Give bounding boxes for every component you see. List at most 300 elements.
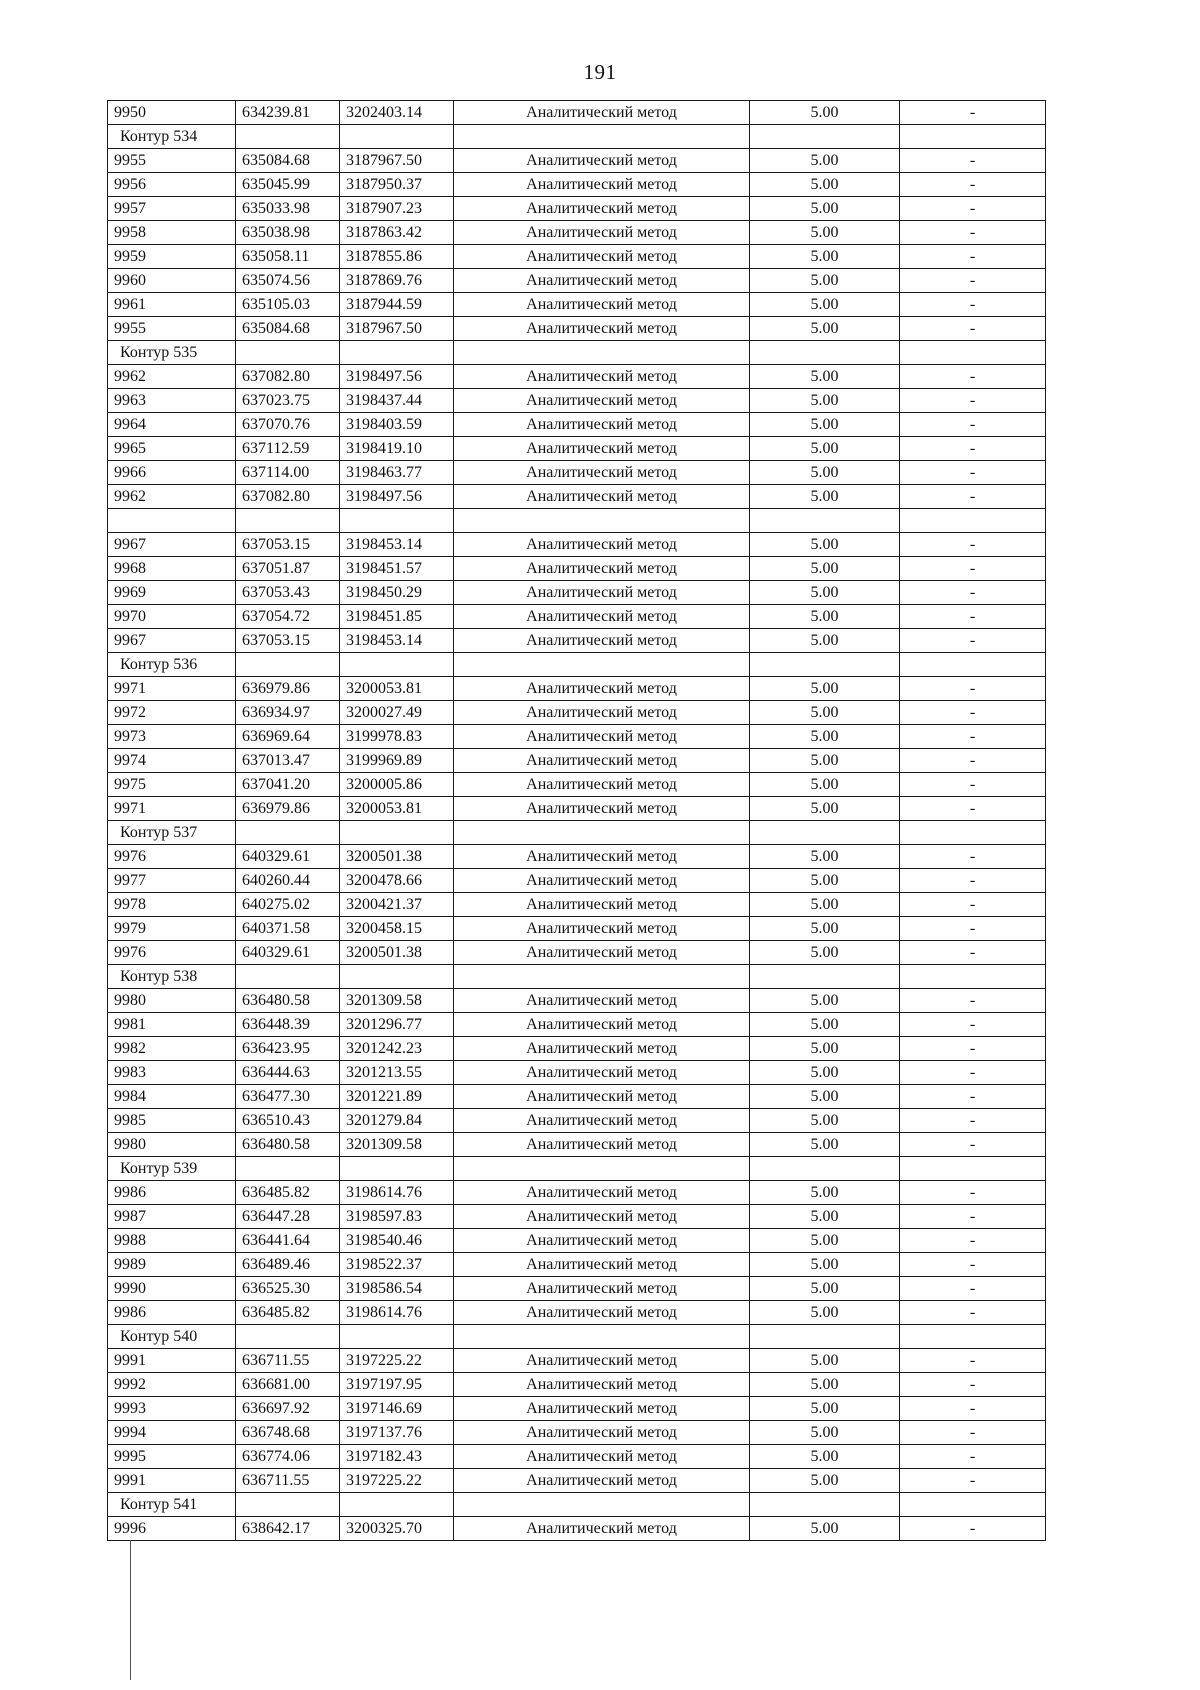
y-coordinate-cell: 3187950.37 [340,173,454,197]
accuracy-cell: 5.00 [750,1469,900,1493]
note-cell: - [900,1085,1046,1109]
method-cell: Аналитический метод [454,1205,750,1229]
y-coordinate-cell: 3198403.59 [340,413,454,437]
accuracy-cell: 5.00 [750,605,900,629]
y-coordinate-cell: 3197182.43 [340,1445,454,1469]
note-cell: - [900,173,1046,197]
method-cell: Аналитический метод [454,773,750,797]
point-id-cell: 9992 [108,1373,236,1397]
table-row [108,581,1046,605]
note-cell: - [900,845,1046,869]
accuracy-cell: 5.00 [750,1253,900,1277]
method-cell: Аналитический метод [454,1397,750,1421]
method-cell: Аналитический метод [454,797,750,821]
x-coordinate-cell: 640371.58 [236,917,340,941]
table-row [108,1205,1046,1229]
empty-cell [900,509,1046,533]
method-cell: Аналитический метод [454,221,750,245]
empty-cell [236,1325,340,1349]
table-row [108,605,1046,629]
method-cell: Аналитический метод [454,677,750,701]
accuracy-cell: 5.00 [750,1109,900,1133]
method-cell: Аналитический метод [454,605,750,629]
contour-header-row [108,125,1046,149]
method-cell: Аналитический метод [454,941,750,965]
point-id-cell: 9976 [108,941,236,965]
table-row [108,1109,1046,1133]
x-coordinate-cell: 640329.61 [236,845,340,869]
method-cell: Аналитический метод [454,1301,750,1325]
point-id-cell: 9981 [108,1013,236,1037]
note-cell: - [900,437,1046,461]
contour-label: Контур 541 [108,1493,236,1517]
accuracy-cell: 5.00 [750,1349,900,1373]
point-id-cell: 9961 [108,293,236,317]
table-row [108,437,1046,461]
y-coordinate-cell: 3201309.58 [340,1133,454,1157]
note-cell: - [900,221,1046,245]
point-id-cell: 9975 [108,773,236,797]
y-coordinate-cell: 3200458.15 [340,917,454,941]
note-cell: - [900,725,1046,749]
y-coordinate-cell: 3202403.14 [340,101,454,125]
empty-cell [340,653,454,677]
empty-cell [236,821,340,845]
accuracy-cell: 5.00 [750,269,900,293]
method-cell: Аналитический метод [454,1445,750,1469]
contour-label: Контур 540 [108,1325,236,1349]
x-coordinate-cell: 635045.99 [236,173,340,197]
y-coordinate-cell: 3200325.70 [340,1517,454,1541]
contour-header-row [108,1325,1046,1349]
x-coordinate-cell: 635084.68 [236,149,340,173]
note-cell: - [900,1301,1046,1325]
contour-label: Контур 534 [108,125,236,149]
accuracy-cell: 5.00 [750,581,900,605]
x-coordinate-cell: 637054.72 [236,605,340,629]
note-cell: - [900,533,1046,557]
x-coordinate-cell: 635105.03 [236,293,340,317]
table-row [108,1469,1046,1493]
y-coordinate-cell: 3198451.85 [340,605,454,629]
method-cell: Аналитический метод [454,437,750,461]
x-coordinate-cell: 636510.43 [236,1109,340,1133]
note-cell: - [900,629,1046,653]
empty-cell [340,965,454,989]
x-coordinate-cell: 636711.55 [236,1349,340,1373]
table-row [108,413,1046,437]
note-cell: - [900,941,1046,965]
method-cell: Аналитический метод [454,1349,750,1373]
empty-cell [236,125,340,149]
note-cell: - [900,893,1046,917]
note-cell: - [900,293,1046,317]
accuracy-cell: 5.00 [750,629,900,653]
table-row [108,1085,1046,1109]
accuracy-cell: 5.00 [750,533,900,557]
table-row [108,701,1046,725]
contour-header-row [108,341,1046,365]
table-row [108,1037,1046,1061]
point-id-cell: 9996 [108,1517,236,1541]
y-coordinate-cell: 3197197.95 [340,1373,454,1397]
accuracy-cell: 5.00 [750,1205,900,1229]
table-row [108,941,1046,965]
x-coordinate-cell: 636480.58 [236,1133,340,1157]
note-cell: - [900,317,1046,341]
y-coordinate-cell: 3198540.46 [340,1229,454,1253]
empty-cell [340,1493,454,1517]
y-coordinate-cell: 3198419.10 [340,437,454,461]
x-coordinate-cell: 636477.30 [236,1085,340,1109]
x-coordinate-cell: 636447.28 [236,1205,340,1229]
table-row [108,917,1046,941]
contour-label: Контур 535 [108,341,236,365]
point-id-cell: 9974 [108,749,236,773]
accuracy-cell: 5.00 [750,725,900,749]
method-cell: Аналитический метод [454,1469,750,1493]
accuracy-cell: 5.00 [750,749,900,773]
x-coordinate-cell: 637070.76 [236,413,340,437]
point-id-cell: 9955 [108,317,236,341]
accuracy-cell: 5.00 [750,1133,900,1157]
point-id-cell: 9950 [108,101,236,125]
point-id-cell: 9973 [108,725,236,749]
method-cell: Аналитический метод [454,389,750,413]
y-coordinate-cell: 3200005.86 [340,773,454,797]
y-coordinate-cell: 3198497.56 [340,365,454,389]
x-coordinate-cell: 635074.56 [236,269,340,293]
x-coordinate-cell: 640329.61 [236,941,340,965]
x-coordinate-cell: 637013.47 [236,749,340,773]
empty-cell [750,509,900,533]
empty-cell [900,125,1046,149]
method-cell: Аналитический метод [454,1421,750,1445]
x-coordinate-cell: 636979.86 [236,797,340,821]
x-coordinate-cell: 637053.15 [236,533,340,557]
y-coordinate-cell: 3187944.59 [340,293,454,317]
method-cell: Аналитический метод [454,1517,750,1541]
point-id-cell: 9995 [108,1445,236,1469]
y-coordinate-cell: 3187855.86 [340,245,454,269]
accuracy-cell: 5.00 [750,101,900,125]
empty-cell [900,341,1046,365]
contour-header-row [108,653,1046,677]
note-cell: - [900,797,1046,821]
accuracy-cell: 5.00 [750,1421,900,1445]
method-cell: Аналитический метод [454,557,750,581]
note-cell: - [900,581,1046,605]
y-coordinate-cell: 3197146.69 [340,1397,454,1421]
table-row [108,1397,1046,1421]
accuracy-cell: 5.00 [750,917,900,941]
point-id-cell: 9980 [108,1133,236,1157]
method-cell: Аналитический метод [454,869,750,893]
accuracy-cell: 5.00 [750,557,900,581]
y-coordinate-cell: 3198451.57 [340,557,454,581]
x-coordinate-cell: 636748.68 [236,1421,340,1445]
accuracy-cell: 5.00 [750,1037,900,1061]
y-coordinate-cell: 3201213.55 [340,1061,454,1085]
accuracy-cell: 5.00 [750,869,900,893]
x-coordinate-cell: 636711.55 [236,1469,340,1493]
method-cell: Аналитический метод [454,845,750,869]
empty-cell [236,341,340,365]
note-cell: - [900,1397,1046,1421]
table-row [108,149,1046,173]
point-id-cell: 9985 [108,1109,236,1133]
accuracy-cell: 5.00 [750,941,900,965]
x-coordinate-cell: 636448.39 [236,1013,340,1037]
note-cell: - [900,749,1046,773]
empty-cell [750,1325,900,1349]
table-row [108,533,1046,557]
note-cell: - [900,1133,1046,1157]
table-row [108,245,1046,269]
y-coordinate-cell: 3199969.89 [340,749,454,773]
x-coordinate-cell: 634239.81 [236,101,340,125]
x-coordinate-cell: 636697.92 [236,1397,340,1421]
empty-cell [750,1157,900,1181]
point-id-cell: 9960 [108,269,236,293]
table-row [108,629,1046,653]
table-row [108,725,1046,749]
x-coordinate-cell: 637114.00 [236,461,340,485]
note-cell: - [900,485,1046,509]
table-row [108,773,1046,797]
method-cell: Аналитический метод [454,1013,750,1037]
method-cell: Аналитический метод [454,413,750,437]
note-cell: - [900,1181,1046,1205]
point-id-cell: 9962 [108,365,236,389]
table-row [108,749,1046,773]
note-cell: - [900,1517,1046,1541]
empty-cell [340,1157,454,1181]
table-row [108,221,1046,245]
note-cell: - [900,1349,1046,1373]
point-id-cell: 9993 [108,1397,236,1421]
empty-cell [750,125,900,149]
accuracy-cell: 5.00 [750,1085,900,1109]
accuracy-cell: 5.00 [750,173,900,197]
accuracy-cell: 5.00 [750,1397,900,1421]
note-cell: - [900,1277,1046,1301]
x-coordinate-cell: 636423.95 [236,1037,340,1061]
x-coordinate-cell: 637082.80 [236,485,340,509]
empty-cell [750,821,900,845]
point-id-cell: 9955 [108,149,236,173]
table-row [108,1181,1046,1205]
table-row [108,1061,1046,1085]
x-coordinate-cell: 637112.59 [236,437,340,461]
table-row [108,317,1046,341]
y-coordinate-cell: 3187967.50 [340,149,454,173]
x-coordinate-cell: 636480.58 [236,989,340,1013]
x-coordinate-cell: 638642.17 [236,1517,340,1541]
note-cell: - [900,149,1046,173]
contour-label: Контур 539 [108,1157,236,1181]
accuracy-cell: 5.00 [750,1445,900,1469]
y-coordinate-cell: 3198597.83 [340,1205,454,1229]
point-id-cell: 9984 [108,1085,236,1109]
point-id-cell: 9962 [108,485,236,509]
table-row [108,197,1046,221]
point-id-cell: 9959 [108,245,236,269]
accuracy-cell: 5.00 [750,461,900,485]
note-cell: - [900,677,1046,701]
empty-cell [454,965,750,989]
x-coordinate-cell: 637082.80 [236,365,340,389]
method-cell: Аналитический метод [454,317,750,341]
y-coordinate-cell: 3198453.14 [340,533,454,557]
note-cell: - [900,1061,1046,1085]
point-id-cell: 9991 [108,1469,236,1493]
accuracy-cell: 5.00 [750,317,900,341]
x-coordinate-cell: 640275.02 [236,893,340,917]
accuracy-cell: 5.00 [750,1013,900,1037]
x-coordinate-cell: 636525.30 [236,1277,340,1301]
table-row [108,989,1046,1013]
y-coordinate-cell: 3200501.38 [340,845,454,869]
note-cell: - [900,269,1046,293]
method-cell: Аналитический метод [454,197,750,221]
empty-cell [454,1157,750,1181]
x-coordinate-cell: 636681.00 [236,1373,340,1397]
y-coordinate-cell: 3200478.66 [340,869,454,893]
accuracy-cell: 5.00 [750,1181,900,1205]
note-cell: - [900,557,1046,581]
note-cell: - [900,1421,1046,1445]
empty-cell [236,1493,340,1517]
method-cell: Аналитический метод [454,149,750,173]
note-cell: - [900,101,1046,125]
y-coordinate-cell: 3198614.76 [340,1301,454,1325]
point-id-cell: 9971 [108,797,236,821]
note-cell: - [900,1013,1046,1037]
empty-cell [900,821,1046,845]
method-cell: Аналитический метод [454,1253,750,1277]
accuracy-cell: 5.00 [750,437,900,461]
table-row [108,797,1046,821]
table-row [108,1373,1046,1397]
point-id-cell: 9977 [108,869,236,893]
empty-cell [900,965,1046,989]
coordinates-table [107,100,1046,1541]
contour-label [108,509,236,533]
table-row [108,845,1046,869]
x-coordinate-cell: 636485.82 [236,1181,340,1205]
point-id-cell: 9970 [108,605,236,629]
contour-label: Контур 537 [108,821,236,845]
x-coordinate-cell: 640260.44 [236,869,340,893]
table-row [108,1133,1046,1157]
method-cell: Аналитический метод [454,917,750,941]
note-cell: - [900,365,1046,389]
empty-cell [236,653,340,677]
table-row [108,269,1046,293]
x-coordinate-cell: 636934.97 [236,701,340,725]
x-coordinate-cell: 636444.63 [236,1061,340,1085]
empty-cell [454,1325,750,1349]
method-cell: Аналитический метод [454,533,750,557]
point-id-cell: 9990 [108,1277,236,1301]
coordinates-table-body [108,101,1046,1541]
empty-cell [900,1157,1046,1181]
y-coordinate-cell: 3197225.22 [340,1469,454,1493]
table-row [108,461,1046,485]
point-id-cell: 9986 [108,1301,236,1325]
x-coordinate-cell: 636441.64 [236,1229,340,1253]
y-coordinate-cell: 3201279.84 [340,1109,454,1133]
point-id-cell: 9983 [108,1061,236,1085]
method-cell: Аналитический метод [454,173,750,197]
point-id-cell: 9971 [108,677,236,701]
accuracy-cell: 5.00 [750,893,900,917]
point-id-cell: 9968 [108,557,236,581]
method-cell: Аналитический метод [454,1061,750,1085]
point-id-cell: 9988 [108,1229,236,1253]
empty-cell [236,509,340,533]
accuracy-cell: 5.00 [750,677,900,701]
table-row [108,1421,1046,1445]
y-coordinate-cell: 3198437.44 [340,389,454,413]
x-coordinate-cell: 637053.43 [236,581,340,605]
accuracy-cell: 5.00 [750,1277,900,1301]
empty-cell [750,1493,900,1517]
y-coordinate-cell: 3200501.38 [340,941,454,965]
method-cell: Аналитический метод [454,1037,750,1061]
method-cell: Аналитический метод [454,1109,750,1133]
method-cell: Аналитический метод [454,365,750,389]
accuracy-cell: 5.00 [750,149,900,173]
method-cell: Аналитический метод [454,1181,750,1205]
empty-cell [750,341,900,365]
point-id-cell: 9978 [108,893,236,917]
point-id-cell: 9982 [108,1037,236,1061]
note-cell: - [900,1469,1046,1493]
accuracy-cell: 5.00 [750,797,900,821]
contour-label: Контур 536 [108,653,236,677]
accuracy-cell: 5.00 [750,365,900,389]
accuracy-cell: 5.00 [750,773,900,797]
point-id-cell: 9963 [108,389,236,413]
contour-header-row [108,1493,1046,1517]
x-coordinate-cell: 636774.06 [236,1445,340,1469]
point-id-cell: 9965 [108,437,236,461]
x-coordinate-cell: 637023.75 [236,389,340,413]
empty-cell [236,965,340,989]
method-cell: Аналитический метод [454,1277,750,1301]
accuracy-cell: 5.00 [750,413,900,437]
note-cell: - [900,245,1046,269]
accuracy-cell: 5.00 [750,1229,900,1253]
note-cell: - [900,1109,1046,1133]
table-row [108,365,1046,389]
scan-margin-line [130,1540,131,1680]
method-cell: Аналитический метод [454,1085,750,1109]
y-coordinate-cell: 3200053.81 [340,797,454,821]
method-cell: Аналитический метод [454,293,750,317]
contour-header-row [108,1157,1046,1181]
y-coordinate-cell: 3187863.42 [340,221,454,245]
y-coordinate-cell: 3201221.89 [340,1085,454,1109]
accuracy-cell: 5.00 [750,1061,900,1085]
point-id-cell: 9967 [108,533,236,557]
table-row [108,173,1046,197]
method-cell: Аналитический метод [454,461,750,485]
empty-cell [750,965,900,989]
empty-cell [340,125,454,149]
